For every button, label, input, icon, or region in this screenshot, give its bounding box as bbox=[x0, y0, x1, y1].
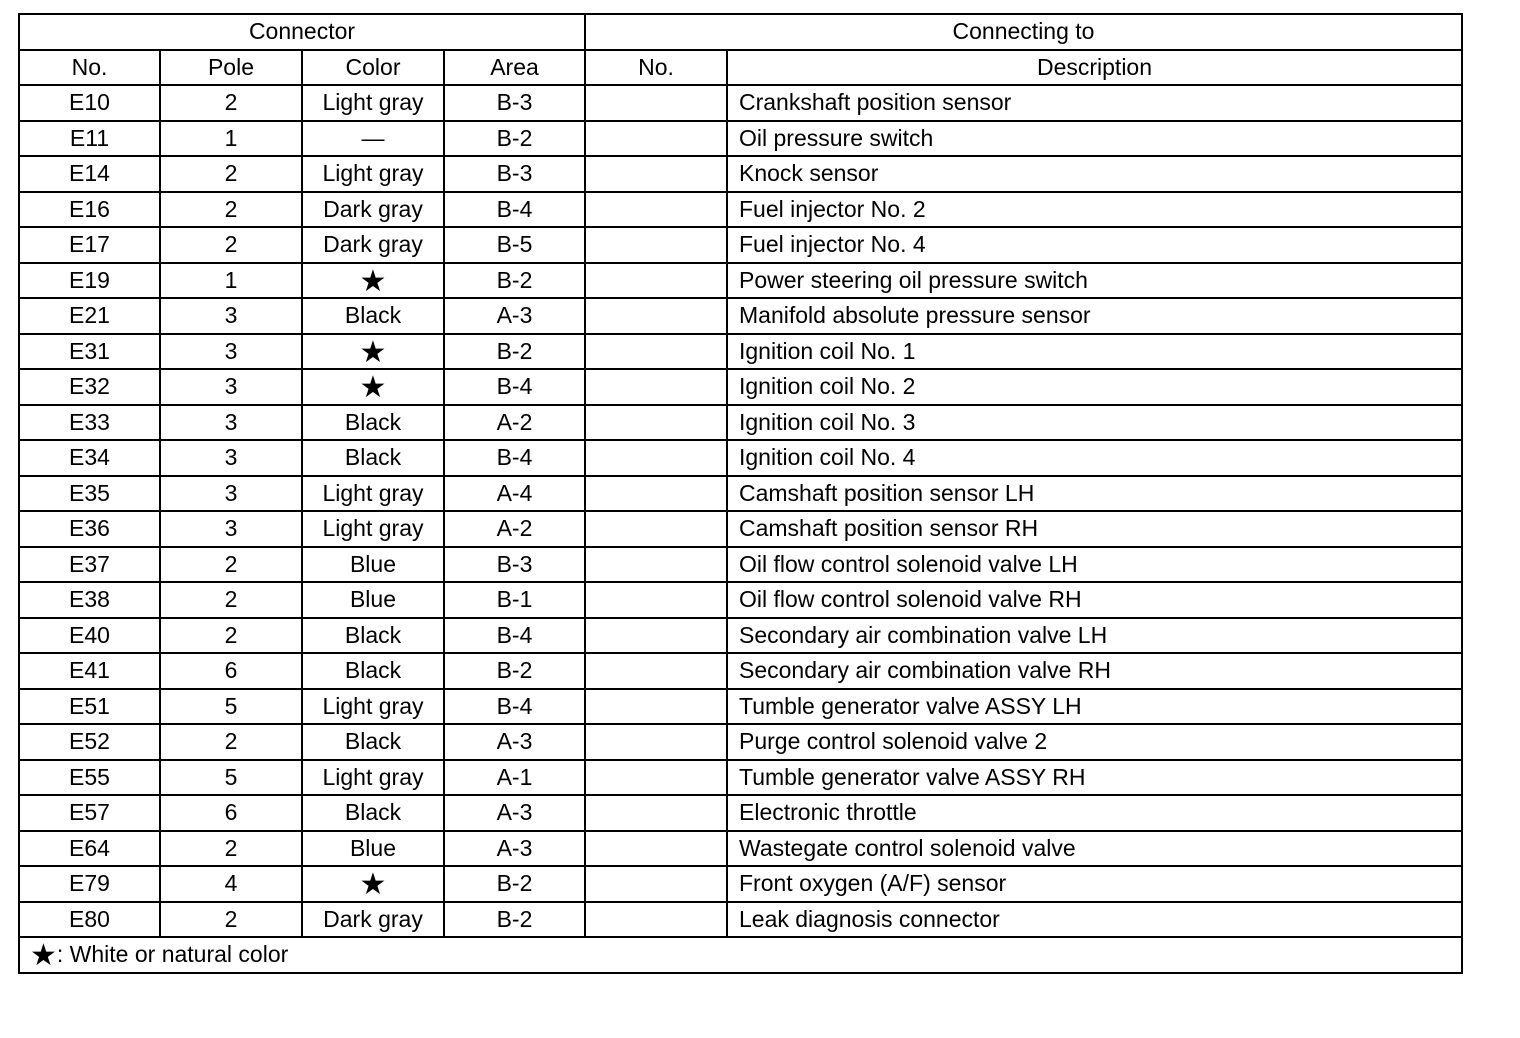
connecting-no-cell bbox=[585, 405, 727, 441]
description-cell: Secondary air combination valve RH bbox=[727, 653, 1462, 689]
description-cell: Manifold absolute pressure sensor bbox=[727, 298, 1462, 334]
pole-cell: 1 bbox=[160, 263, 302, 299]
color-cell bbox=[302, 866, 444, 902]
description-cell: Ignition coil No. 4 bbox=[727, 440, 1462, 476]
connecting-no-cell bbox=[585, 227, 727, 263]
connector-table bbox=[18, 13, 1463, 974]
table-row bbox=[19, 511, 1462, 547]
color-cell bbox=[302, 334, 444, 370]
connecting-no-cell bbox=[585, 795, 727, 831]
connector-no-cell: E52 bbox=[19, 724, 160, 760]
pole-cell: 2 bbox=[160, 831, 302, 867]
area-cell: B-3 bbox=[444, 85, 585, 121]
color-cell: Blue bbox=[302, 582, 444, 618]
table-row bbox=[19, 724, 1462, 760]
connector-no-cell: E36 bbox=[19, 511, 160, 547]
area-cell: B-4 bbox=[444, 192, 585, 228]
color-cell: Black bbox=[302, 795, 444, 831]
description-cell: Oil flow control solenoid valve RH bbox=[727, 582, 1462, 618]
table-row bbox=[19, 582, 1462, 618]
area-cell: B-3 bbox=[444, 547, 585, 583]
table-row bbox=[19, 298, 1462, 334]
description-cell: Tumble generator valve ASSY LH bbox=[727, 689, 1462, 725]
connector-no-cell: E37 bbox=[19, 547, 160, 583]
star-icon: ★ bbox=[359, 371, 387, 405]
color-cell: Light gray bbox=[302, 156, 444, 192]
area-cell: A-3 bbox=[444, 298, 585, 334]
connector-no-cell: E32 bbox=[19, 369, 160, 405]
connector-no-cell: E80 bbox=[19, 902, 160, 938]
connector-no-cell: E40 bbox=[19, 618, 160, 654]
connector-no-cell: E38 bbox=[19, 582, 160, 618]
footnote-text: : White or natural color bbox=[56, 941, 289, 968]
pole-cell: 3 bbox=[160, 405, 302, 441]
area-cell: B-4 bbox=[444, 440, 585, 476]
description-cell: Knock sensor bbox=[727, 156, 1462, 192]
connector-no-cell: E41 bbox=[19, 653, 160, 689]
table-row bbox=[19, 369, 1462, 405]
column-header-color: Color bbox=[302, 50, 444, 86]
area-cell: B-2 bbox=[444, 263, 585, 299]
description-cell: Crankshaft position sensor bbox=[727, 85, 1462, 121]
description-cell: Purge control solenoid valve 2 bbox=[727, 724, 1462, 760]
connector-no-cell: E21 bbox=[19, 298, 160, 334]
area-cell: A-4 bbox=[444, 476, 585, 512]
pole-cell: 5 bbox=[160, 689, 302, 725]
description-cell: Wastegate control solenoid valve bbox=[727, 831, 1462, 867]
pole-cell: 2 bbox=[160, 227, 302, 263]
color-cell: Black bbox=[302, 440, 444, 476]
color-cell: Dark gray bbox=[302, 902, 444, 938]
connector-no-cell: E16 bbox=[19, 192, 160, 228]
connector-no-cell: E57 bbox=[19, 795, 160, 831]
connecting-no-cell bbox=[585, 156, 727, 192]
table-row bbox=[19, 653, 1462, 689]
pole-cell: 3 bbox=[160, 511, 302, 547]
table-row bbox=[19, 156, 1462, 192]
color-cell: Dark gray bbox=[302, 227, 444, 263]
description-cell: Front oxygen (A/F) sensor bbox=[727, 866, 1462, 902]
area-cell: B-5 bbox=[444, 227, 585, 263]
table-row bbox=[19, 121, 1462, 157]
table-row bbox=[19, 440, 1462, 476]
area-cell: B-4 bbox=[444, 689, 585, 725]
description-cell: Ignition coil No. 3 bbox=[727, 405, 1462, 441]
color-cell: Light gray bbox=[302, 476, 444, 512]
pole-cell: 2 bbox=[160, 85, 302, 121]
description-cell: Camshaft position sensor RH bbox=[727, 511, 1462, 547]
description-cell: Ignition coil No. 1 bbox=[727, 334, 1462, 370]
color-cell: Black bbox=[302, 653, 444, 689]
pole-cell: 3 bbox=[160, 476, 302, 512]
table-row bbox=[19, 795, 1462, 831]
color-cell: Light gray bbox=[302, 689, 444, 725]
connector-no-cell: E11 bbox=[19, 121, 160, 157]
column-header-area: Area bbox=[444, 50, 585, 86]
star-icon: ★ bbox=[359, 868, 387, 902]
table-row bbox=[19, 831, 1462, 867]
pole-cell: 4 bbox=[160, 866, 302, 902]
table-row bbox=[19, 618, 1462, 654]
area-cell: B-2 bbox=[444, 866, 585, 902]
column-header-connecting-no: No. bbox=[585, 50, 727, 86]
connecting-no-cell bbox=[585, 192, 727, 228]
description-cell: Ignition coil No. 2 bbox=[727, 369, 1462, 405]
area-cell: A-1 bbox=[444, 760, 585, 796]
pole-cell: 2 bbox=[160, 582, 302, 618]
table-row bbox=[19, 760, 1462, 796]
pole-cell: 2 bbox=[160, 547, 302, 583]
connecting-no-cell bbox=[585, 85, 727, 121]
connecting-no-cell bbox=[585, 902, 727, 938]
description-cell: Camshaft position sensor LH bbox=[727, 476, 1462, 512]
area-cell: B-1 bbox=[444, 582, 585, 618]
description-cell: Oil pressure switch bbox=[727, 121, 1462, 157]
connecting-no-cell bbox=[585, 511, 727, 547]
color-cell: Light gray bbox=[302, 511, 444, 547]
connecting-no-cell bbox=[585, 263, 727, 299]
connector-group-header: Connector bbox=[19, 14, 585, 50]
connecting-no-cell bbox=[585, 689, 727, 725]
area-cell: B-4 bbox=[444, 369, 585, 405]
pole-cell: 3 bbox=[160, 369, 302, 405]
area-cell: A-2 bbox=[444, 405, 585, 441]
color-cell: Light gray bbox=[302, 85, 444, 121]
area-cell: A-2 bbox=[444, 511, 585, 547]
pole-cell: 3 bbox=[160, 334, 302, 370]
connecting-no-cell bbox=[585, 831, 727, 867]
pole-cell: 3 bbox=[160, 298, 302, 334]
pole-cell: 2 bbox=[160, 618, 302, 654]
area-cell: B-3 bbox=[444, 156, 585, 192]
connecting-no-cell bbox=[585, 121, 727, 157]
pole-cell: 6 bbox=[160, 795, 302, 831]
column-header-description: Description bbox=[727, 50, 1462, 86]
area-cell: B-2 bbox=[444, 334, 585, 370]
color-cell: Black bbox=[302, 724, 444, 760]
table-row bbox=[19, 192, 1462, 228]
area-cell: B-4 bbox=[444, 618, 585, 654]
connector-no-cell: E14 bbox=[19, 156, 160, 192]
color-cell: Light gray bbox=[302, 760, 444, 796]
color-cell: — bbox=[302, 121, 444, 157]
connecting-no-cell bbox=[585, 298, 727, 334]
color-cell: Black bbox=[302, 618, 444, 654]
column-header-pole: Pole bbox=[160, 50, 302, 86]
footnote-row bbox=[19, 937, 1462, 973]
connector-no-cell: E19 bbox=[19, 263, 160, 299]
description-cell: Electronic throttle bbox=[727, 795, 1462, 831]
table-row bbox=[19, 227, 1462, 263]
table-row bbox=[19, 263, 1462, 299]
table-row bbox=[19, 405, 1462, 441]
connecting-no-cell bbox=[585, 334, 727, 370]
area-cell: A-3 bbox=[444, 724, 585, 760]
connector-no-cell: E35 bbox=[19, 476, 160, 512]
connector-no-cell: E17 bbox=[19, 227, 160, 263]
pole-cell: 6 bbox=[160, 653, 302, 689]
pole-cell: 2 bbox=[160, 902, 302, 938]
pole-cell: 5 bbox=[160, 760, 302, 796]
column-header-row bbox=[19, 50, 1462, 86]
area-cell: B-2 bbox=[444, 121, 585, 157]
area-cell: A-3 bbox=[444, 831, 585, 867]
connector-no-cell: E33 bbox=[19, 405, 160, 441]
description-cell: Fuel injector No. 4 bbox=[727, 227, 1462, 263]
table-row bbox=[19, 866, 1462, 902]
star-icon: ★ bbox=[359, 335, 387, 369]
color-cell: Dark gray bbox=[302, 192, 444, 228]
pole-cell: 2 bbox=[160, 192, 302, 228]
description-cell: Leak diagnosis connector bbox=[727, 902, 1462, 938]
table-row bbox=[19, 689, 1462, 725]
connector-no-cell: E10 bbox=[19, 85, 160, 121]
connecting-no-cell bbox=[585, 760, 727, 796]
connecting-no-cell bbox=[585, 547, 727, 583]
description-cell: Fuel injector No. 2 bbox=[727, 192, 1462, 228]
area-cell: B-2 bbox=[444, 902, 585, 938]
connecting-no-cell bbox=[585, 618, 727, 654]
connecting-no-cell bbox=[585, 440, 727, 476]
connecting-no-cell bbox=[585, 724, 727, 760]
group-header-row bbox=[19, 14, 1462, 50]
connecting-no-cell bbox=[585, 476, 727, 512]
pole-cell: 3 bbox=[160, 440, 302, 476]
connecting-to-group-header: Connecting to bbox=[585, 14, 1462, 50]
connecting-no-cell bbox=[585, 582, 727, 618]
star-icon: ★ bbox=[359, 264, 387, 298]
pole-cell: 1 bbox=[160, 121, 302, 157]
connector-no-cell: E31 bbox=[19, 334, 160, 370]
area-cell: B-2 bbox=[444, 653, 585, 689]
table-row bbox=[19, 902, 1462, 938]
description-cell: Oil flow control solenoid valve LH bbox=[727, 547, 1462, 583]
connecting-no-cell bbox=[585, 369, 727, 405]
connecting-no-cell bbox=[585, 866, 727, 902]
connector-no-cell: E34 bbox=[19, 440, 160, 476]
table-row bbox=[19, 476, 1462, 512]
color-cell bbox=[302, 263, 444, 299]
description-cell: Power steering oil pressure switch bbox=[727, 263, 1462, 299]
area-cell: A-3 bbox=[444, 795, 585, 831]
connector-no-cell: E55 bbox=[19, 760, 160, 796]
star-icon: ★ bbox=[30, 939, 57, 973]
color-cell: Blue bbox=[302, 547, 444, 583]
description-cell: Tumble generator valve ASSY RH bbox=[727, 760, 1462, 796]
connecting-no-cell bbox=[585, 653, 727, 689]
column-header-no: No. bbox=[19, 50, 160, 86]
connector-no-cell: E64 bbox=[19, 831, 160, 867]
footnote-cell bbox=[19, 937, 1462, 973]
color-cell bbox=[302, 369, 444, 405]
color-cell: Blue bbox=[302, 831, 444, 867]
table-row bbox=[19, 334, 1462, 370]
table-row bbox=[19, 547, 1462, 583]
table-row bbox=[19, 85, 1462, 121]
pole-cell: 2 bbox=[160, 156, 302, 192]
color-cell: Black bbox=[302, 405, 444, 441]
connector-no-cell: E51 bbox=[19, 689, 160, 725]
color-cell: Black bbox=[302, 298, 444, 334]
table-body bbox=[19, 85, 1462, 937]
pole-cell: 2 bbox=[160, 724, 302, 760]
connector-no-cell: E79 bbox=[19, 866, 160, 902]
description-cell: Secondary air combination valve LH bbox=[727, 618, 1462, 654]
